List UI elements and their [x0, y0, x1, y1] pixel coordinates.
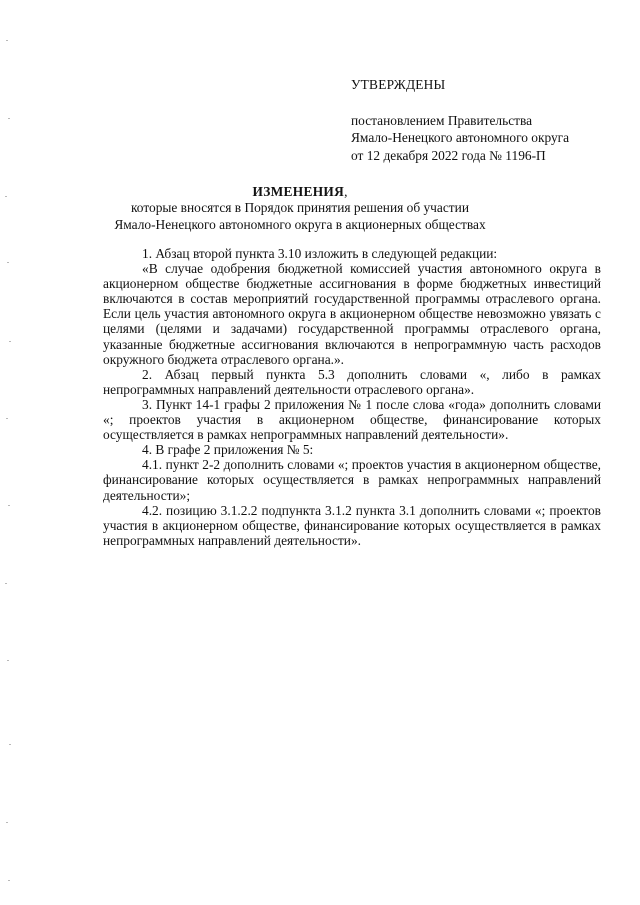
title-subline: которые вносятся в Порядок принятия решения об участии	[130, 200, 469, 216]
approval-line: от 12 декабря 2022 года № 1196-П	[351, 147, 546, 163]
paragraph-item-4-1: 4.1. пункт 2-2 дополнить словами «; проектов участия в акционерном обществе, финансирование которых осуществляется в рамках непрограммных направлений деятельности»;	[103, 457, 601, 503]
paragraph-item-2: 2. Абзац первый пункта 5.3 дополнить словами «, либо в рамках непрограммных направлений деятельности отраслевого органа».	[103, 366, 601, 397]
document-body	[103, 246, 601, 548]
title-main: ИЗМЕНЕНИЯ	[252, 184, 345, 199]
title-suffix: ,	[344, 184, 348, 199]
approval-line: Ямало-Ненецкого автономного округа	[351, 130, 570, 146]
document-title-block	[100, 184, 500, 233]
title-subline: Ямало-Ненецкого автономного округа в акционерных обществах	[114, 216, 486, 232]
approval-stamp	[351, 76, 621, 164]
scan-margin-marks	[0, 0, 20, 905]
paragraph-item-1: 1. Абзац второй пункта 3.10 изложить в следующей редакции:	[142, 246, 498, 261]
approved-heading: УТВЕРЖДЕНЫ	[351, 77, 446, 92]
paragraph-item-4: 4. В графе 2 приложения № 5:	[142, 442, 314, 458]
approval-line: постановлением Правительства	[351, 112, 533, 128]
document-title	[100, 184, 500, 200]
paragraph-item-3: 3. Пункт 14-1 графы 2 приложения № 1 после слова «года» дополнить словами «; проектов участия в акционерном обществе, финансирование которых осуществляется в рамках непрограммных направлений деятельности».	[103, 396, 601, 443]
paragraph-item-4-2: 4.2. позицию 3.1.2.2 подпункта 3.1.2 пункта 3.1 дополнить словами «; проектов участия в акционерном обществе, финансирование которых осуществляется в рамках непрограммных направлений деятельности».	[103, 502, 601, 548]
paragraph-quote: «В случае одобрения бюджетной комиссией участия автономного округа в акционерном обществе бюджетные ассигнования в форме бюджетных инвестиций включаются в состав мероприятий государственной программы отраслевого органа. Если цель участия автономного округа в акционерном обществе невозможно увязать с целями (целями и задачами) государственной программы отраслевого органа, указанные бюджетные ассигнования включаются в непрограммную часть расходов окружного бюджета отраслевого органа.».	[103, 261, 601, 367]
